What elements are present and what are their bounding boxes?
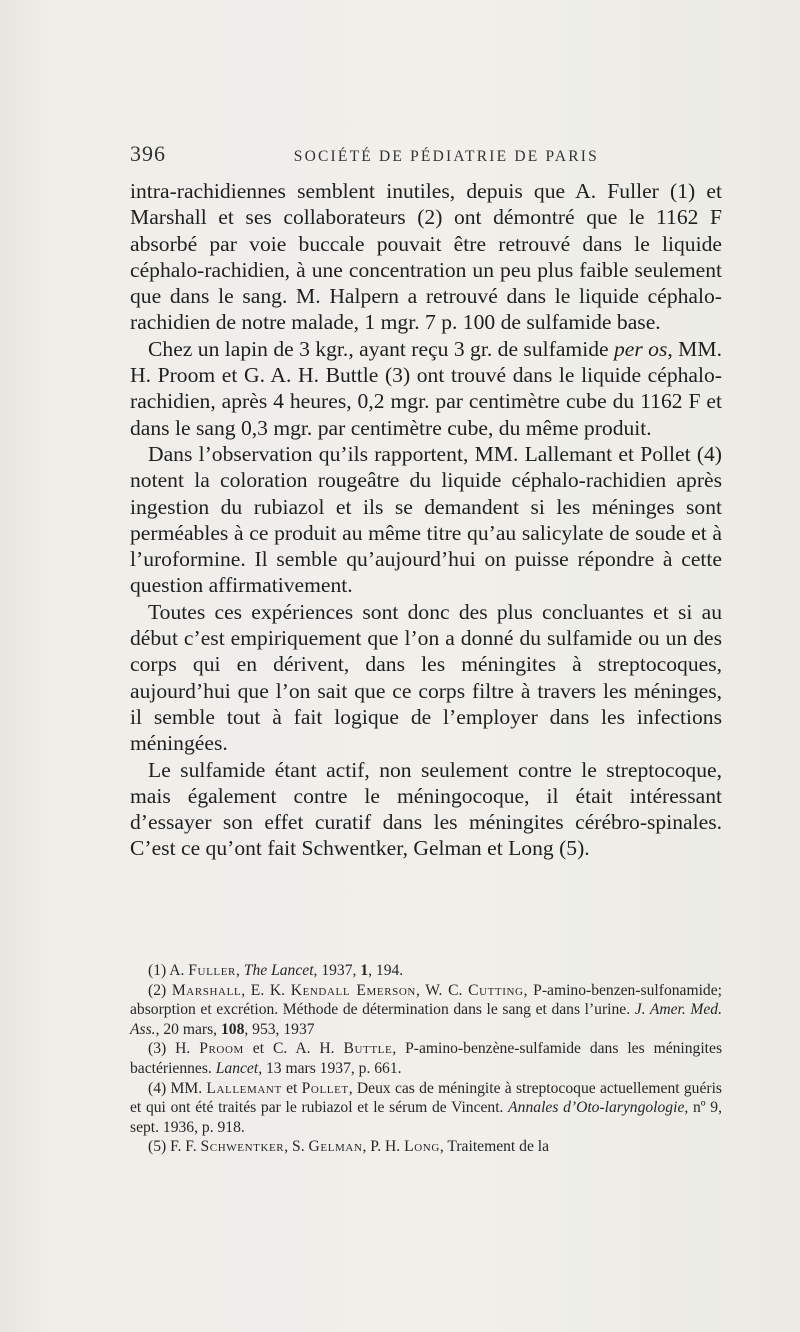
footnote-4: (4) MM. Lallemant et Pollet, Deux cas de méningite à streptocoque actuellement guéris et qui ont été traités par le rubiazol et le sérum de Vincent. Annales d’Oto-laryngologie, nº 9, sept. 1936, p. 918. (130, 1079, 722, 1136)
page-header (130, 141, 722, 167)
footnote-5: (5) F. F. Schwentker, S. Gelman, P. H. Long, Traitement de la (148, 1138, 550, 1156)
paragraph-4: Toutes ces expériences sont donc des plus concluantes et si au début c’est empiriquement que l’on a donné du sulfamide ou un des corps qui en dérivent, dans les méningites à streptocoques, aujourd’hui que l’on sait que ce corps filtre à travers les méninges, il semble tout à fait logique de l’employer dans les infections méningées. (130, 599, 722, 756)
footnotes (130, 961, 722, 1157)
paragraph-2: Chez un lapin de 3 kgr., ayant reçu 3 gr. de sulfamide per os, MM. H. Proom et G. A. H. Buttle (3) ont trouvé dans le liquide céphalo-rachidien, après 4 heures, 0,2 mgr. par centimètre cube du 1162 F et dans le sang 0,3 mgr. par centimètre cube, du même produit. (130, 336, 722, 440)
running-head: SOCIÉTÉ DE PÉDIATRIE DE PARIS (293, 148, 599, 165)
paragraph-5: Le sulfamide étant actif, non seulement contre le streptocoque, mais également contre le méningocoque, il était intéressant d’essayer son effet curatif dans les méningites cérébro-spinales. C’est ce qu’ont fait Schwentker, Gelman et Long (5). (130, 757, 722, 861)
footnote-3: (3) H. Proom et C. A. H. Buttle, P-amino-benzène-sulfamide dans les méningites bactériennes. Lancet, 13 mars 1937, p. 661. (130, 1040, 723, 1077)
paragraph-3: Dans l’observation qu’ils rapportent, MM. Lallemant et Pollet (4) notent la coloration rougeâtre du liquide céphalo-rachidien après ingestion du rubiazol et ils se demandent si les méninges sont perméables à ce produit au même titre qu’au salicylate de soude et à l’uroformine. Il semble qu’aujourd’hui on puisse répondre à cette question affirmativement. (130, 441, 722, 598)
page-number: 396 (130, 141, 166, 166)
footnote-2: (2) Marshall, E. K. Kendall Emerson, W. C. Cutting, P-amino-benzen-sulfonamide; absorption et excrétion. Méthode de détermination dans le sang et dans l’urine. J. Amer. Med. Ass., 20 mars, 108, 953, 1937 (130, 981, 722, 1038)
paragraph-1: intra-rachidiennes semblent inutiles, depuis que A. Fuller (1) et Marshall et ses collaborateurs (2) ont démontré que le 1162 F absorbé par voie buccale pouvait être retrouvé dans le liquide céphalo-rachidien, à une concentration un peu plus faible seulement que dans le sang. M. Halpern a retrouvé dans le liquide céphalo-rachidien de notre malade, 1 mgr. 7 p. 100 de sulfamide base. (130, 179, 722, 335)
main-text (130, 178, 722, 862)
footnote-1: (1) A. Fuller, The Lancet, 1937, 1, 194. (148, 962, 404, 979)
